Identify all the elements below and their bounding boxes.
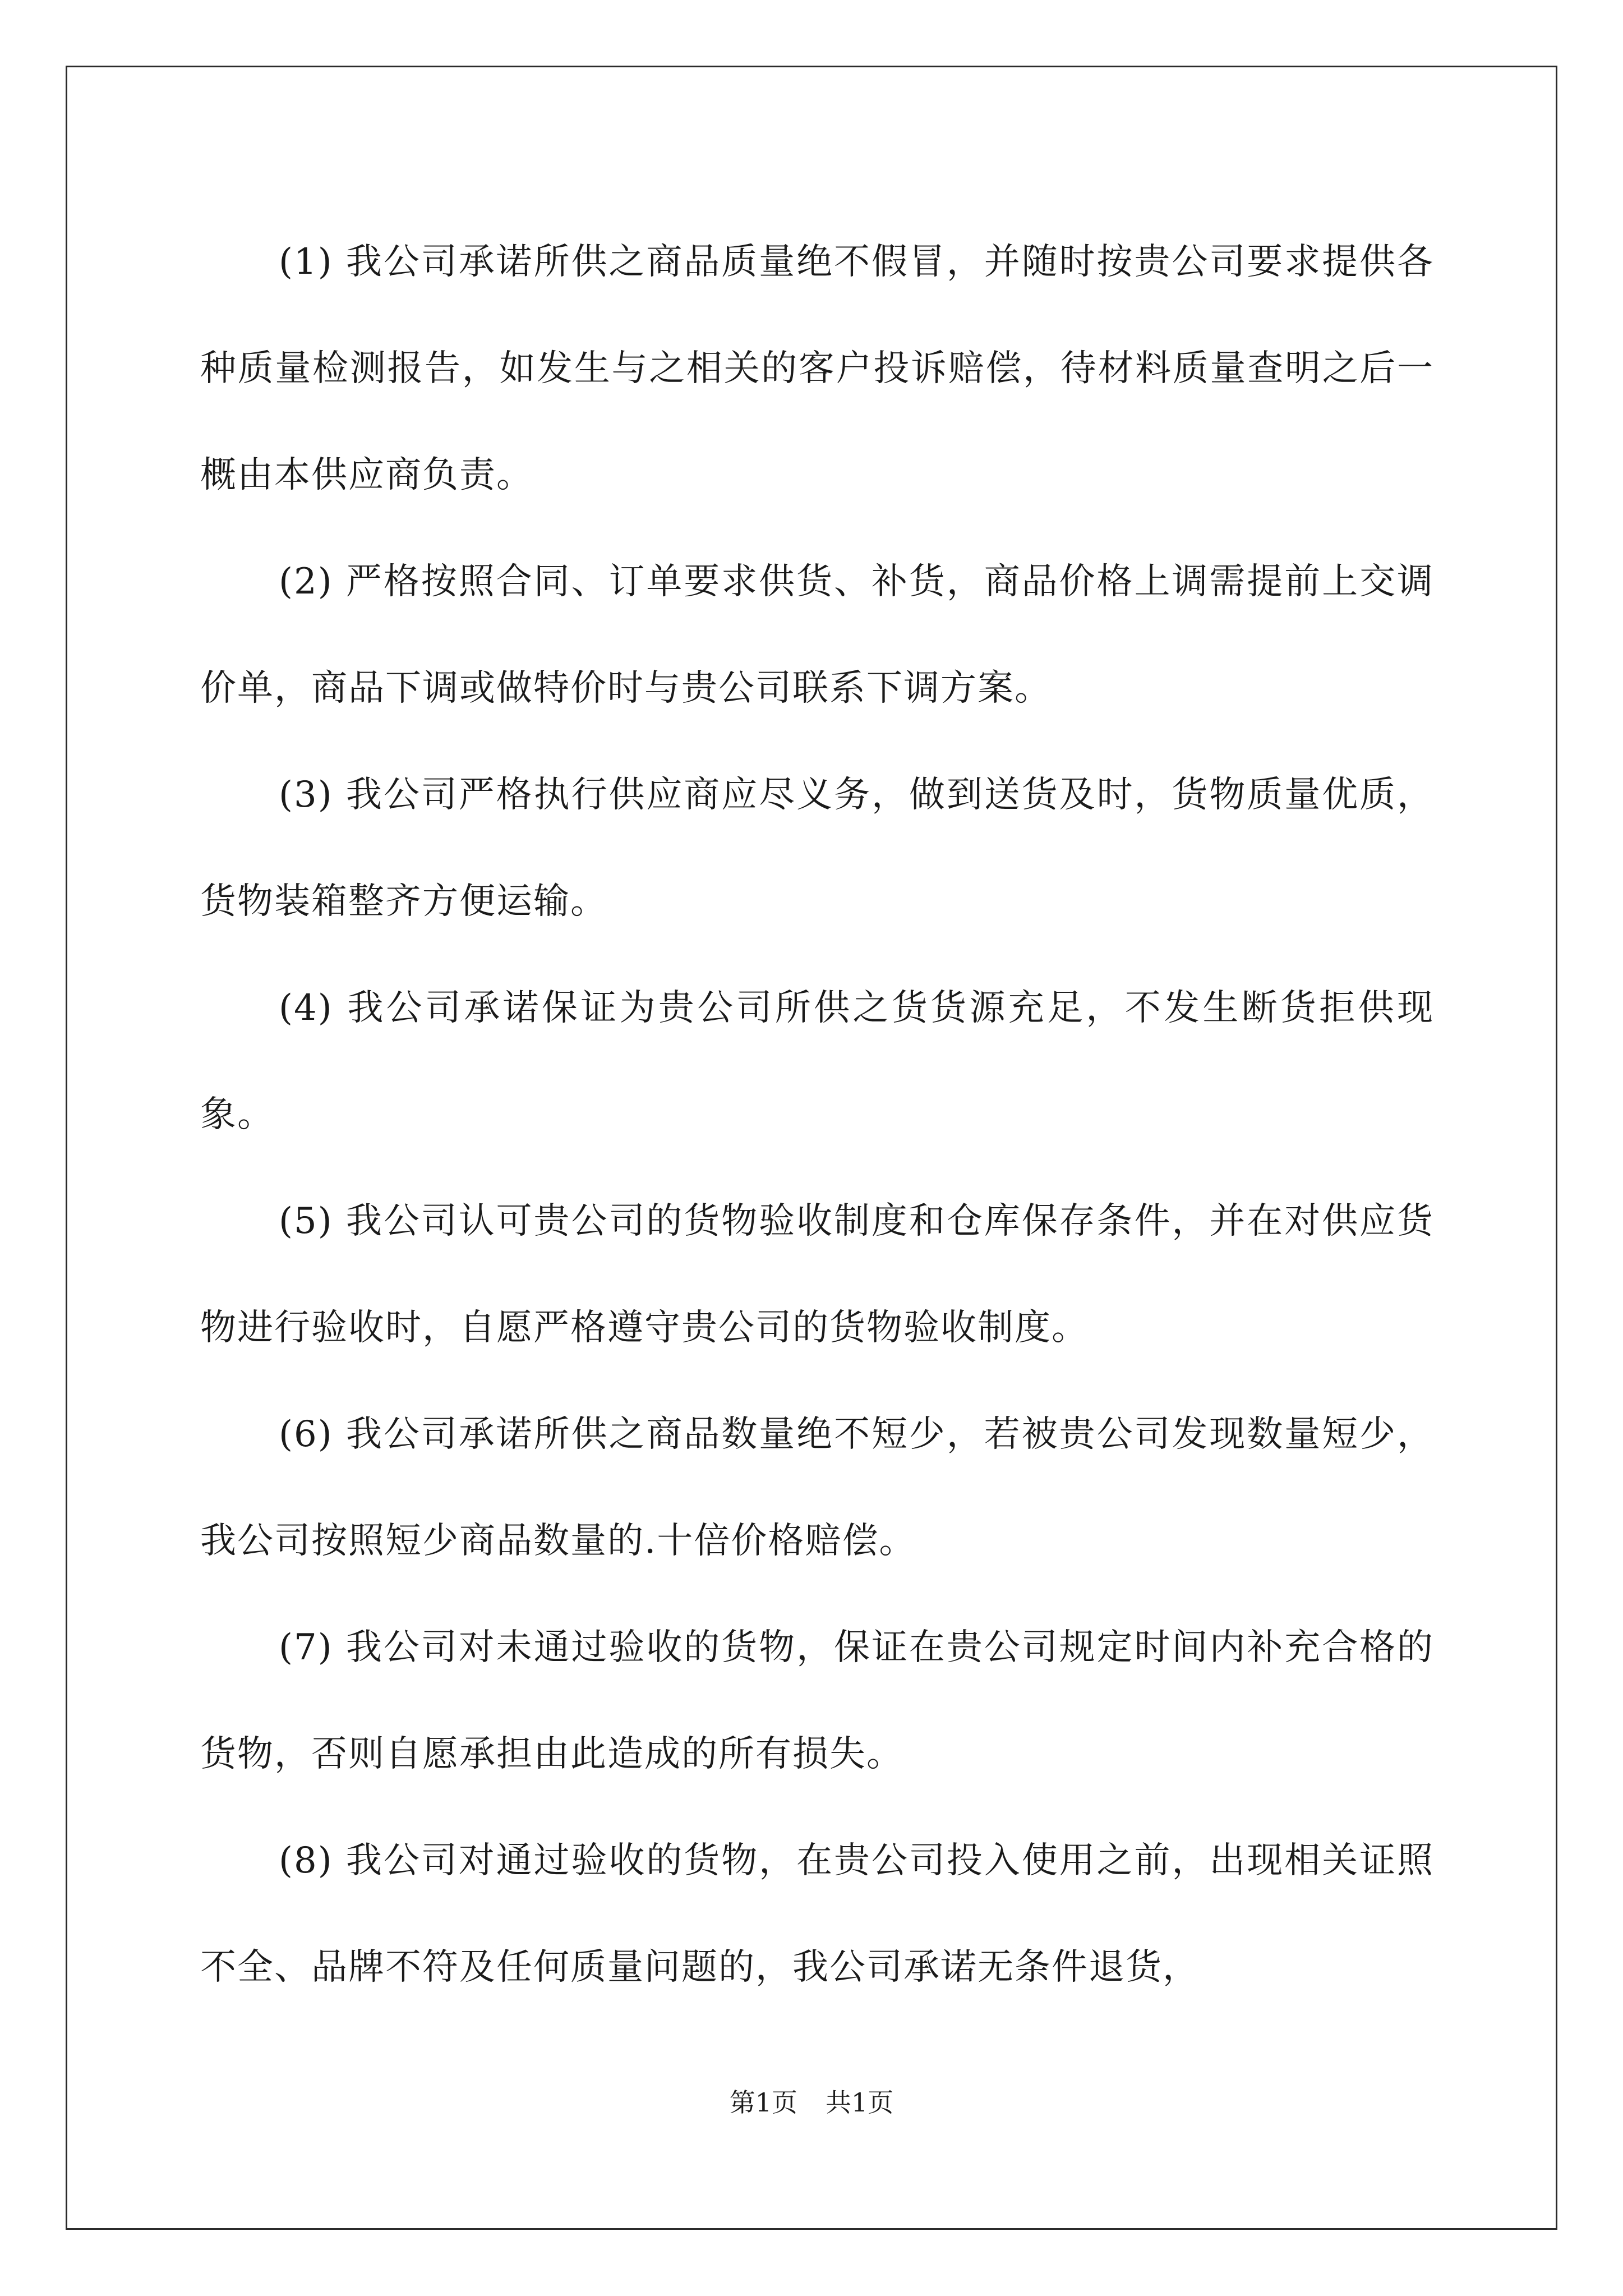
page-footer bbox=[0, 2082, 1623, 2119]
paragraph-6: (6) 我公司承诺所供之商品数量绝不短少，若被贵公司发现数量短少，我公司按照短少商品数量的.十倍价格赔偿。 bbox=[200, 1414, 1434, 1562]
paragraph-2: (2) 严格按照合同、订单要求供货、补货，商品价格上调需提前上交调价单，商品下调或做特价时与贵公司联系下调方案。 bbox=[200, 561, 1434, 709]
paragraph-4: (4) 我公司承诺保证为贵公司所供之货货源充足，不发生断货拒供现象。 bbox=[200, 987, 1434, 1135]
document-body bbox=[200, 209, 1434, 2021]
page-number-current: 第1页 bbox=[729, 2087, 797, 2118]
page-number-total: 共1页 bbox=[826, 2087, 894, 2118]
paragraph-1: (1) 我公司承诺所供之商品质量绝不假冒，并随时按贵公司要求提供各种质量检测报告，如发生与之相关的客户投诉赔偿，待材料质量查明之后一概由本供应商负责。 bbox=[200, 241, 1434, 496]
paragraph-8: (8) 我公司对通过验收的货物，在贵公司投入使用之前，出现相关证照不全、品牌不符及任何质量问题的，我公司承诺无条件退货， bbox=[200, 1840, 1434, 1988]
paragraph-3: (3) 我公司严格执行供应商应尽义务，做到送货及时，货物质量优质，货物装箱整齐方便运输。 bbox=[200, 774, 1434, 922]
paragraph-7: (7) 我公司对未通过验收的货物，保证在贵公司规定时间内补充合格的货物，否则自愿承担由此造成的所有损失。 bbox=[200, 1627, 1434, 1775]
paragraph-5: (5) 我公司认可贵公司的货物验收制度和仓库保存条件，并在对供应货物进行验收时，自愿严格遵守贵公司的货物验收制度。 bbox=[200, 1200, 1434, 1349]
